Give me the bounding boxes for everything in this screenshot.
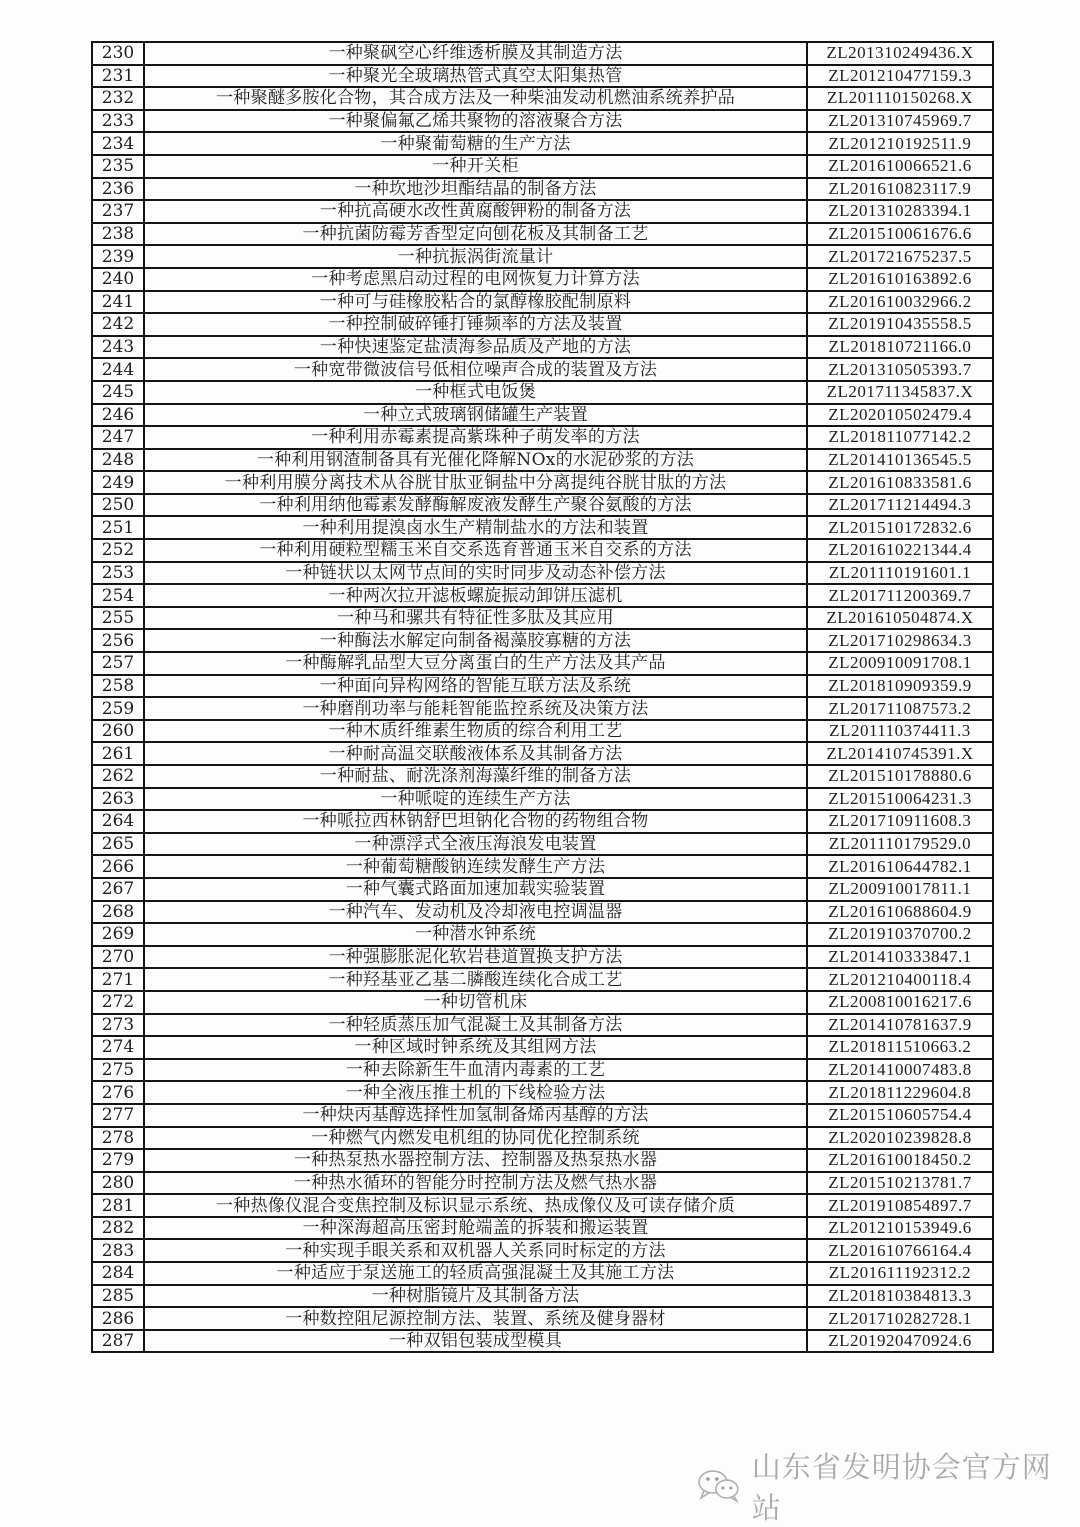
table-row xyxy=(92,1081,993,1104)
row-number-cell: 259 xyxy=(92,697,144,720)
row-number-cell: 249 xyxy=(92,471,144,494)
patent-number-cell: ZL201110179529.0 xyxy=(807,833,993,856)
patent-number-cell: ZL201410007483.8 xyxy=(807,1059,993,1082)
table-row xyxy=(92,720,993,743)
patent-number-cell: ZL200910017811.1 xyxy=(807,878,993,901)
table-row xyxy=(92,901,993,924)
table-row xyxy=(92,1014,993,1037)
patent-title-cell: 一种双铝包装成型模具 xyxy=(144,1330,807,1353)
row-number-cell: 274 xyxy=(92,1036,144,1059)
patent-number-cell: ZL201710911608.3 xyxy=(807,810,993,833)
table-row xyxy=(92,1285,993,1308)
table-row xyxy=(92,1194,993,1217)
patent-title-cell: 一种抗高硬水改性黄腐酸钾粉的制备方法 xyxy=(144,200,807,223)
table-row xyxy=(92,697,993,720)
row-number-cell: 268 xyxy=(92,901,144,924)
row-number-cell: 233 xyxy=(92,110,144,133)
patent-number-cell: ZL201610221344.4 xyxy=(807,539,993,562)
patent-title-cell: 一种轻质蒸压加气混凝土及其制备方法 xyxy=(144,1014,807,1037)
row-number-cell: 279 xyxy=(92,1149,144,1172)
patent-number-cell: ZL202010239828.8 xyxy=(807,1127,993,1150)
row-number-cell: 237 xyxy=(92,200,144,223)
table-row xyxy=(92,65,993,88)
wechat-icon xyxy=(696,1468,744,1504)
patent-title-cell: 一种抗菌防霉芳香型定向刨花板及其制备工艺 xyxy=(144,223,807,246)
patent-title-cell: 一种木质纤维素生物质的综合利用工艺 xyxy=(144,720,807,743)
table-row xyxy=(92,200,993,223)
row-number-cell: 276 xyxy=(92,1081,144,1104)
table-row xyxy=(92,1307,993,1330)
patent-title-cell: 一种哌啶的连续生产方法 xyxy=(144,788,807,811)
patent-number-cell: ZL201920470924.6 xyxy=(807,1330,993,1353)
row-number-cell: 275 xyxy=(92,1059,144,1082)
watermark xyxy=(696,1450,1080,1525)
row-number-cell: 240 xyxy=(92,268,144,291)
patent-number-cell: ZL201210400118.4 xyxy=(807,968,993,991)
patent-title-cell: 一种耐高温交联酸液体系及其制备方法 xyxy=(144,742,807,765)
table-row xyxy=(92,855,993,878)
row-number-cell: 261 xyxy=(92,742,144,765)
table-row xyxy=(92,946,993,969)
patent-number-cell: ZL201711200369.7 xyxy=(807,584,993,607)
row-number-cell: 246 xyxy=(92,404,144,427)
patent-title-cell: 一种利用赤霉素提高紫珠种子萌发率的方法 xyxy=(144,426,807,449)
patent-title-cell: 一种马和骡共有特征性多肽及其应用 xyxy=(144,607,807,630)
table-row xyxy=(92,584,993,607)
patent-title-cell: 一种耐盐、耐洗涤剂海藻纤维的制备方法 xyxy=(144,765,807,788)
table-row xyxy=(92,607,993,630)
patent-number-cell: ZL201410136545.5 xyxy=(807,449,993,472)
patent-number-cell: ZL201811077142.2 xyxy=(807,426,993,449)
patent-number-cell: ZL201610504874.X xyxy=(807,607,993,630)
patent-title-cell: 一种去除新生牛血清内毒素的工艺 xyxy=(144,1059,807,1082)
patent-title-cell: 一种哌拉西林钠舒巴坦钠化合物的药物组合物 xyxy=(144,810,807,833)
row-number-cell: 242 xyxy=(92,313,144,336)
patent-title-cell: 一种聚光全玻璃热管式真空太阳集热管 xyxy=(144,65,807,88)
patent-number-cell: ZL201510213781.7 xyxy=(807,1172,993,1195)
table-row xyxy=(92,833,993,856)
row-number-cell: 283 xyxy=(92,1239,144,1262)
table-row xyxy=(92,788,993,811)
patent-title-cell: 一种链状以太网节点间的实时同步及动态补偿方法 xyxy=(144,562,807,585)
patent-title-cell: 一种利用膜分离技术从谷胱甘肽亚铜盐中分离提纯谷胱甘肽的方法 xyxy=(144,471,807,494)
table-row xyxy=(92,629,993,652)
patent-title-cell: 一种控制破碎锤打锤频率的方法及装置 xyxy=(144,313,807,336)
row-number-cell: 263 xyxy=(92,788,144,811)
patent-number-cell: ZL201711214494.3 xyxy=(807,494,993,517)
row-number-cell: 265 xyxy=(92,833,144,856)
row-number-cell: 285 xyxy=(92,1285,144,1308)
patent-title-cell: 一种漂浮式全液压海浪发电装置 xyxy=(144,833,807,856)
patent-number-cell: ZL201611192312.2 xyxy=(807,1262,993,1285)
row-number-cell: 235 xyxy=(92,155,144,178)
patent-title-cell: 一种框式电饭煲 xyxy=(144,381,807,404)
patent-table xyxy=(91,41,994,1353)
table-row xyxy=(92,878,993,901)
table-row xyxy=(92,245,993,268)
patent-number-cell: ZL201721675237.5 xyxy=(807,245,993,268)
row-number-cell: 282 xyxy=(92,1217,144,1240)
patent-number-cell: ZL201610766164.4 xyxy=(807,1239,993,1262)
row-number-cell: 257 xyxy=(92,652,144,675)
patent-number-cell: ZL201410781637.9 xyxy=(807,1014,993,1037)
row-number-cell: 273 xyxy=(92,1014,144,1037)
patent-title-cell: 一种切管机床 xyxy=(144,991,807,1014)
table-row xyxy=(92,155,993,178)
row-number-cell: 232 xyxy=(92,87,144,110)
patent-title-cell: 一种实现手眼关系和双机器人关系同时标定的方法 xyxy=(144,1239,807,1262)
patent-number-cell: ZL201410333847.1 xyxy=(807,946,993,969)
patent-number-cell: ZL201310249436.X xyxy=(807,42,993,65)
table-row xyxy=(92,110,993,133)
patent-title-cell: 一种数控阻尼源控制方法、装置、系统及健身器材 xyxy=(144,1307,807,1330)
row-number-cell: 260 xyxy=(92,720,144,743)
patent-number-cell: ZL201910435558.5 xyxy=(807,313,993,336)
patent-number-cell: ZL201210477159.3 xyxy=(807,65,993,88)
row-number-cell: 248 xyxy=(92,449,144,472)
patent-number-cell: ZL201110150268.X xyxy=(807,87,993,110)
patent-number-cell: ZL200810016217.6 xyxy=(807,991,993,1014)
table-row xyxy=(92,765,993,788)
row-number-cell: 258 xyxy=(92,675,144,698)
row-number-cell: 252 xyxy=(92,539,144,562)
patent-number-cell: ZL201110374411.3 xyxy=(807,720,993,743)
patent-title-cell: 一种聚偏氟乙烯共聚物的溶液聚合方法 xyxy=(144,110,807,133)
table-row xyxy=(92,539,993,562)
row-number-cell: 278 xyxy=(92,1127,144,1150)
row-number-cell: 281 xyxy=(92,1194,144,1217)
patent-number-cell: ZL201610688604.9 xyxy=(807,901,993,924)
patent-number-cell: ZL201610032966.2 xyxy=(807,291,993,314)
table-row xyxy=(92,1104,993,1127)
row-number-cell: 254 xyxy=(92,584,144,607)
table-row xyxy=(92,449,993,472)
patent-title-cell: 一种宽带微波信号低相位噪声合成的装置及方法 xyxy=(144,358,807,381)
table-row xyxy=(92,471,993,494)
patent-title-cell: 一种考虑黑启动过程的电网恢复力计算方法 xyxy=(144,268,807,291)
patent-number-cell: ZL201110191601.1 xyxy=(807,562,993,585)
row-number-cell: 256 xyxy=(92,629,144,652)
table-row xyxy=(92,652,993,675)
row-number-cell: 236 xyxy=(92,178,144,201)
row-number-cell: 247 xyxy=(92,426,144,449)
table-row xyxy=(92,923,993,946)
row-number-cell: 255 xyxy=(92,607,144,630)
patent-number-cell: ZL201610066521.6 xyxy=(807,155,993,178)
patent-title-cell: 一种燃气内燃发电机组的协同优化控制系统 xyxy=(144,1127,807,1150)
patent-title-cell: 一种磨削功率与能耗智能监控系统及决策方法 xyxy=(144,697,807,720)
row-number-cell: 269 xyxy=(92,923,144,946)
patent-title-cell: 一种利用提溴卤水生产精制盐水的方法和装置 xyxy=(144,516,807,539)
table-row xyxy=(92,1149,993,1172)
patent-number-cell: ZL201610823117.9 xyxy=(807,178,993,201)
patent-title-cell: 一种潜水钟系统 xyxy=(144,923,807,946)
patent-title-cell: 一种热像仪混合变焦控制及标识显示系统、热成像仪及可读存储介质 xyxy=(144,1194,807,1217)
watermark-text: 山东省发明协会官方网站 xyxy=(751,1450,1052,1525)
table-row xyxy=(92,291,993,314)
row-number-cell: 238 xyxy=(92,223,144,246)
row-number-cell: 230 xyxy=(92,42,144,65)
patent-title-cell: 一种区域时钟系统及其组网方法 xyxy=(144,1036,807,1059)
table-row xyxy=(92,1217,993,1240)
patent-number-cell: ZL201310745969.7 xyxy=(807,110,993,133)
patent-title-cell: 一种利用钢渣制备具有光催化降解NOx的水泥砂浆的方法 xyxy=(144,449,807,472)
table-row xyxy=(92,810,993,833)
table-row xyxy=(92,742,993,765)
row-number-cell: 267 xyxy=(92,878,144,901)
patent-number-cell: ZL201711087573.2 xyxy=(807,697,993,720)
row-number-cell: 264 xyxy=(92,810,144,833)
patent-title-cell: 一种强膨胀泥化软岩巷道置换支护方法 xyxy=(144,946,807,969)
patent-title-cell: 一种面向异构网络的智能互联方法及系统 xyxy=(144,675,807,698)
patent-number-cell: ZL201510605754.4 xyxy=(807,1104,993,1127)
patent-number-cell: ZL201610644782.1 xyxy=(807,855,993,878)
row-number-cell: 266 xyxy=(92,855,144,878)
row-number-cell: 244 xyxy=(92,358,144,381)
patent-title-cell: 一种热泵热水器控制方法、控制器及热泵热水器 xyxy=(144,1149,807,1172)
table-row xyxy=(92,268,993,291)
table-row xyxy=(92,426,993,449)
row-number-cell: 262 xyxy=(92,765,144,788)
patent-number-cell: ZL201810909359.9 xyxy=(807,675,993,698)
table-row xyxy=(92,223,993,246)
table-row xyxy=(92,1239,993,1262)
patent-number-cell: ZL201510172832.6 xyxy=(807,516,993,539)
patent-title-cell: 一种两次拉开滤板螺旋振动卸饼压滤机 xyxy=(144,584,807,607)
patent-title-cell: 一种酶法水解定向制备褐藻胶寡糖的方法 xyxy=(144,629,807,652)
patent-number-cell: ZL200910091708.1 xyxy=(807,652,993,675)
patent-title-cell: 一种适应于泵送施工的轻质高强混凝土及其施工方法 xyxy=(144,1262,807,1285)
table-row xyxy=(92,178,993,201)
patent-number-cell: ZL201210153949.6 xyxy=(807,1217,993,1240)
patent-title-cell: 一种开关柜 xyxy=(144,155,807,178)
row-number-cell: 271 xyxy=(92,968,144,991)
patent-title-cell: 一种利用硬粒型糯玉米自交系选育普通玉米自交系的方法 xyxy=(144,539,807,562)
table-row xyxy=(92,87,993,110)
patent-title-cell: 一种聚醚多胺化合物，其合成方法及一种柴油发动机燃油系统养护品 xyxy=(144,87,807,110)
table-row xyxy=(92,1127,993,1150)
patent-number-cell: ZL201810721166.0 xyxy=(807,336,993,359)
row-number-cell: 234 xyxy=(92,132,144,155)
patent-number-cell: ZL201810384813.3 xyxy=(807,1285,993,1308)
patent-title-cell: 一种热水循环的智能分时控制方法及燃气热水器 xyxy=(144,1172,807,1195)
patent-number-cell: ZL201510064231.3 xyxy=(807,788,993,811)
patent-title-cell: 一种聚葡萄糖的生产方法 xyxy=(144,132,807,155)
patent-number-cell: ZL201610018450.2 xyxy=(807,1149,993,1172)
row-number-cell: 241 xyxy=(92,291,144,314)
patent-number-cell: ZL201510178880.6 xyxy=(807,765,993,788)
patent-title-cell: 一种葡萄糖酸钠连续发酵生产方法 xyxy=(144,855,807,878)
patent-title-cell: 一种炔丙基醇选择性加氢制备烯丙基醇的方法 xyxy=(144,1104,807,1127)
patent-title-cell: 一种利用纳他霉素发酵酶解废液发酵生产聚谷氨酸的方法 xyxy=(144,494,807,517)
patent-title-cell: 一种可与硅橡胶粘合的氯醇橡胶配制原料 xyxy=(144,291,807,314)
patent-title-cell: 一种聚砜空心纤维透析膜及其制造方法 xyxy=(144,42,807,65)
row-number-cell: 250 xyxy=(92,494,144,517)
row-number-cell: 245 xyxy=(92,381,144,404)
table-row xyxy=(92,494,993,517)
patent-number-cell: ZL201910370700.2 xyxy=(807,923,993,946)
patent-number-cell: ZL201910854897.7 xyxy=(807,1194,993,1217)
table-row xyxy=(92,42,993,65)
row-number-cell: 239 xyxy=(92,245,144,268)
patent-number-cell: ZL201610163892.6 xyxy=(807,268,993,291)
row-number-cell: 286 xyxy=(92,1307,144,1330)
table-row xyxy=(92,675,993,698)
row-number-cell: 272 xyxy=(92,991,144,1014)
table-row xyxy=(92,991,993,1014)
row-number-cell: 277 xyxy=(92,1104,144,1127)
table-row xyxy=(92,968,993,991)
table-row xyxy=(92,1036,993,1059)
table-row xyxy=(92,1059,993,1082)
table-row xyxy=(92,404,993,427)
row-number-cell: 284 xyxy=(92,1262,144,1285)
patent-title-cell: 一种快速鉴定盐渍海参品质及产地的方法 xyxy=(144,336,807,359)
patent-number-cell: ZL201710298634.3 xyxy=(807,629,993,652)
patent-number-cell: ZL201710282728.1 xyxy=(807,1307,993,1330)
patent-number-cell: ZL201610833581.6 xyxy=(807,471,993,494)
patent-number-cell: ZL201811229604.8 xyxy=(807,1081,993,1104)
patent-number-cell: ZL201410745391.X xyxy=(807,742,993,765)
table-row xyxy=(92,1172,993,1195)
patent-number-cell: ZL201310505393.7 xyxy=(807,358,993,381)
table-row xyxy=(92,562,993,585)
patent-title-cell: 一种深海超高压密封舱端盖的拆装和搬运装置 xyxy=(144,1217,807,1240)
table-row xyxy=(92,1330,993,1353)
row-number-cell: 270 xyxy=(92,946,144,969)
patent-title-cell: 一种汽车、发动机及冷却液电控调温器 xyxy=(144,901,807,924)
patent-number-cell: ZL201210192511.9 xyxy=(807,132,993,155)
patent-number-cell: ZL201510061676.6 xyxy=(807,223,993,246)
row-number-cell: 231 xyxy=(92,65,144,88)
row-number-cell: 243 xyxy=(92,336,144,359)
table-row xyxy=(92,336,993,359)
row-number-cell: 280 xyxy=(92,1172,144,1195)
table-row xyxy=(92,516,993,539)
table-row xyxy=(92,313,993,336)
patent-table-body xyxy=(92,42,993,1352)
table-row xyxy=(92,358,993,381)
row-number-cell: 251 xyxy=(92,516,144,539)
patent-title-cell: 一种气囊式路面加速加载实验装置 xyxy=(144,878,807,901)
table-row xyxy=(92,381,993,404)
table-row xyxy=(92,132,993,155)
patent-number-cell: ZL201711345837.X xyxy=(807,381,993,404)
row-number-cell: 287 xyxy=(92,1330,144,1353)
patent-title-cell: 一种全液压推土机的下线检验方法 xyxy=(144,1081,807,1104)
patent-title-cell: 一种坎地沙坦酯结晶的制备方法 xyxy=(144,178,807,201)
patent-title-cell: 一种酶解乳品型大豆分离蛋白的生产方法及其产品 xyxy=(144,652,807,675)
patent-number-cell: ZL201811510663.2 xyxy=(807,1036,993,1059)
patent-title-cell: 一种抗振涡街流量计 xyxy=(144,245,807,268)
patent-number-cell: ZL201310283394.1 xyxy=(807,200,993,223)
patent-title-cell: 一种树脂镜片及其制备方法 xyxy=(144,1285,807,1308)
patent-title-cell: 一种立式玻璃钢储罐生产装置 xyxy=(144,404,807,427)
patent-title-cell: 一种羟基亚乙基二膦酸连续化合成工艺 xyxy=(144,968,807,991)
patent-number-cell: ZL202010502479.4 xyxy=(807,404,993,427)
row-number-cell: 253 xyxy=(92,562,144,585)
table-row xyxy=(92,1262,993,1285)
